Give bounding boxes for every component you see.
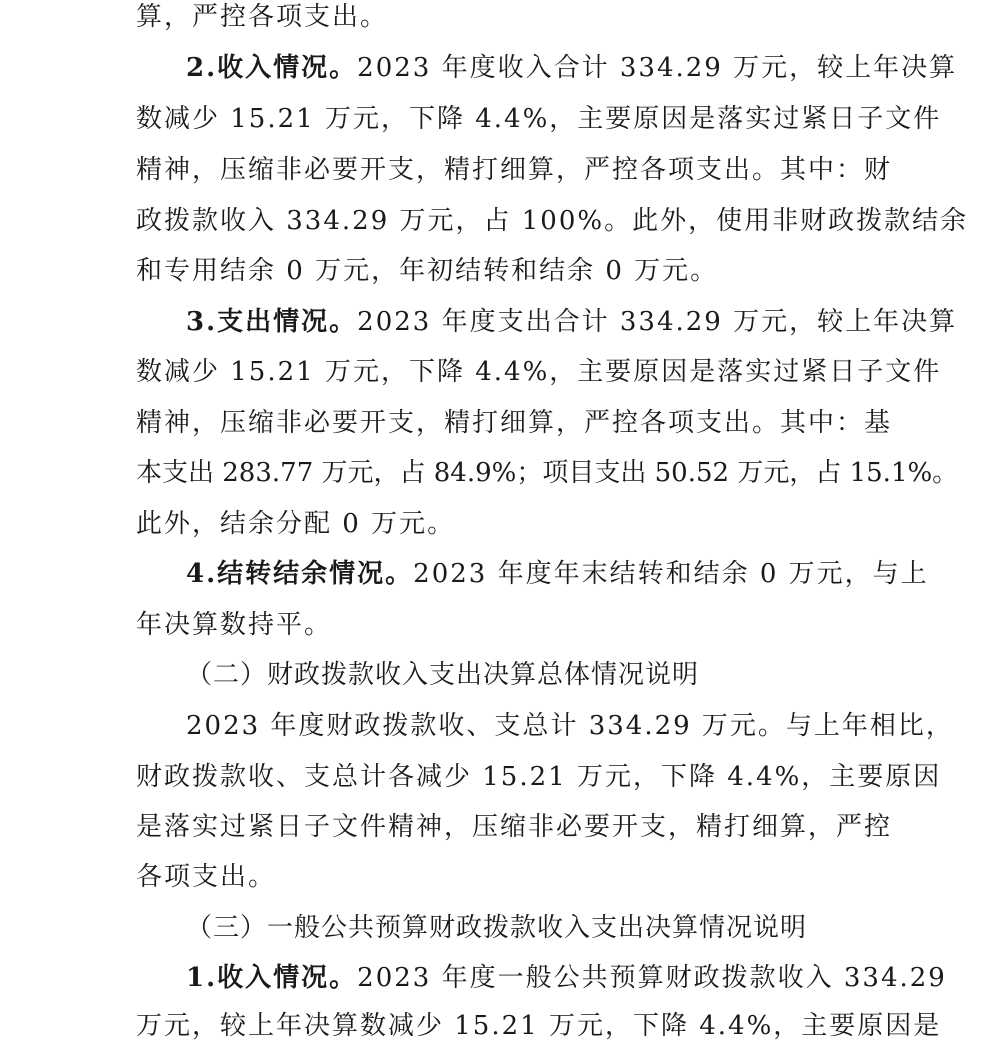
section-heading-3: （三）一般公共预算财政拨款收入支出决算情况说明 [186, 913, 808, 943]
paragraph-line: 2023 年度年末结转和结余 0 万元，与上 [413, 559, 929, 589]
subheading-gp-income [186, 961, 947, 995]
paragraph-line: 是落实过紧日子文件精神，压缩非必要开支，精打细算，严控 [136, 812, 893, 842]
paragraph-line: 精神，压缩非必要开支，精打细算，严控各项支出。其中：基 [136, 408, 893, 438]
paragraph-line: 算，严控各项支出。 [136, 2, 389, 32]
paragraph-line: 2023 年度一般公共预算财政拨款收入 334.29 [357, 963, 947, 993]
paragraph-line: 各项支出。 [136, 862, 277, 892]
paragraph-line: 数减少 15.21 万元，下降 4.4%，主要原因是落实过紧日子文件 [136, 357, 942, 387]
item-title: 结转结余情况。 [217, 559, 414, 589]
item-number: 1. [186, 963, 218, 993]
item-number: 4. [186, 559, 218, 589]
subheading-expenditure [186, 305, 958, 339]
paragraph-line: 政拨款收入 334.29 万元，占 100%。此外，使用非财政拨款结余 [136, 206, 969, 236]
paragraph-line: 精神，压缩非必要开支，精打细算，严控各项支出。其中：财 [136, 155, 893, 185]
subheading-income [186, 51, 958, 85]
subheading-carryover [186, 557, 929, 591]
paragraph-line: 2023 年度财政拨款收、支总计 334.29 万元。与上年相比， [186, 711, 954, 741]
paragraph-line: 数减少 15.21 万元，下降 4.4%，主要原因是落实过紧日子文件 [136, 104, 942, 134]
item-title: 收入情况。 [217, 963, 358, 993]
item-title: 收入情况。 [217, 53, 358, 83]
paragraph-line: 2023 年度收入合计 334.29 万元，较上年决算 [357, 53, 958, 83]
paragraph-line: 年决算数持平。 [136, 610, 333, 640]
item-title: 支出情况。 [217, 307, 358, 337]
paragraph-line: 2023 年度支出合计 334.29 万元，较上年决算 [357, 307, 958, 337]
section-heading-2: （二）财政拨款收入支出决算总体情况说明 [186, 660, 700, 690]
paragraph-line: 财政拨款收、支总计各减少 15.21 万元，下降 4.4%，主要原因 [136, 762, 942, 792]
item-number: 2. [186, 53, 218, 83]
paragraph-line: 万元，较上年决算数减少 15.21 万元，下降 4.4%，主要原因是 [136, 1011, 942, 1041]
paragraph-line: 本支出 283.77 万元，占 84.9%；项目支出 50.52 万元，占 15.1%。 [136, 458, 959, 488]
item-number: 3. [186, 307, 218, 337]
paragraph-line: 此外，结余分配 0 万元。 [136, 509, 456, 539]
paragraph-line: 和专用结余 0 万元，年初结转和结余 0 万元。 [136, 256, 719, 286]
